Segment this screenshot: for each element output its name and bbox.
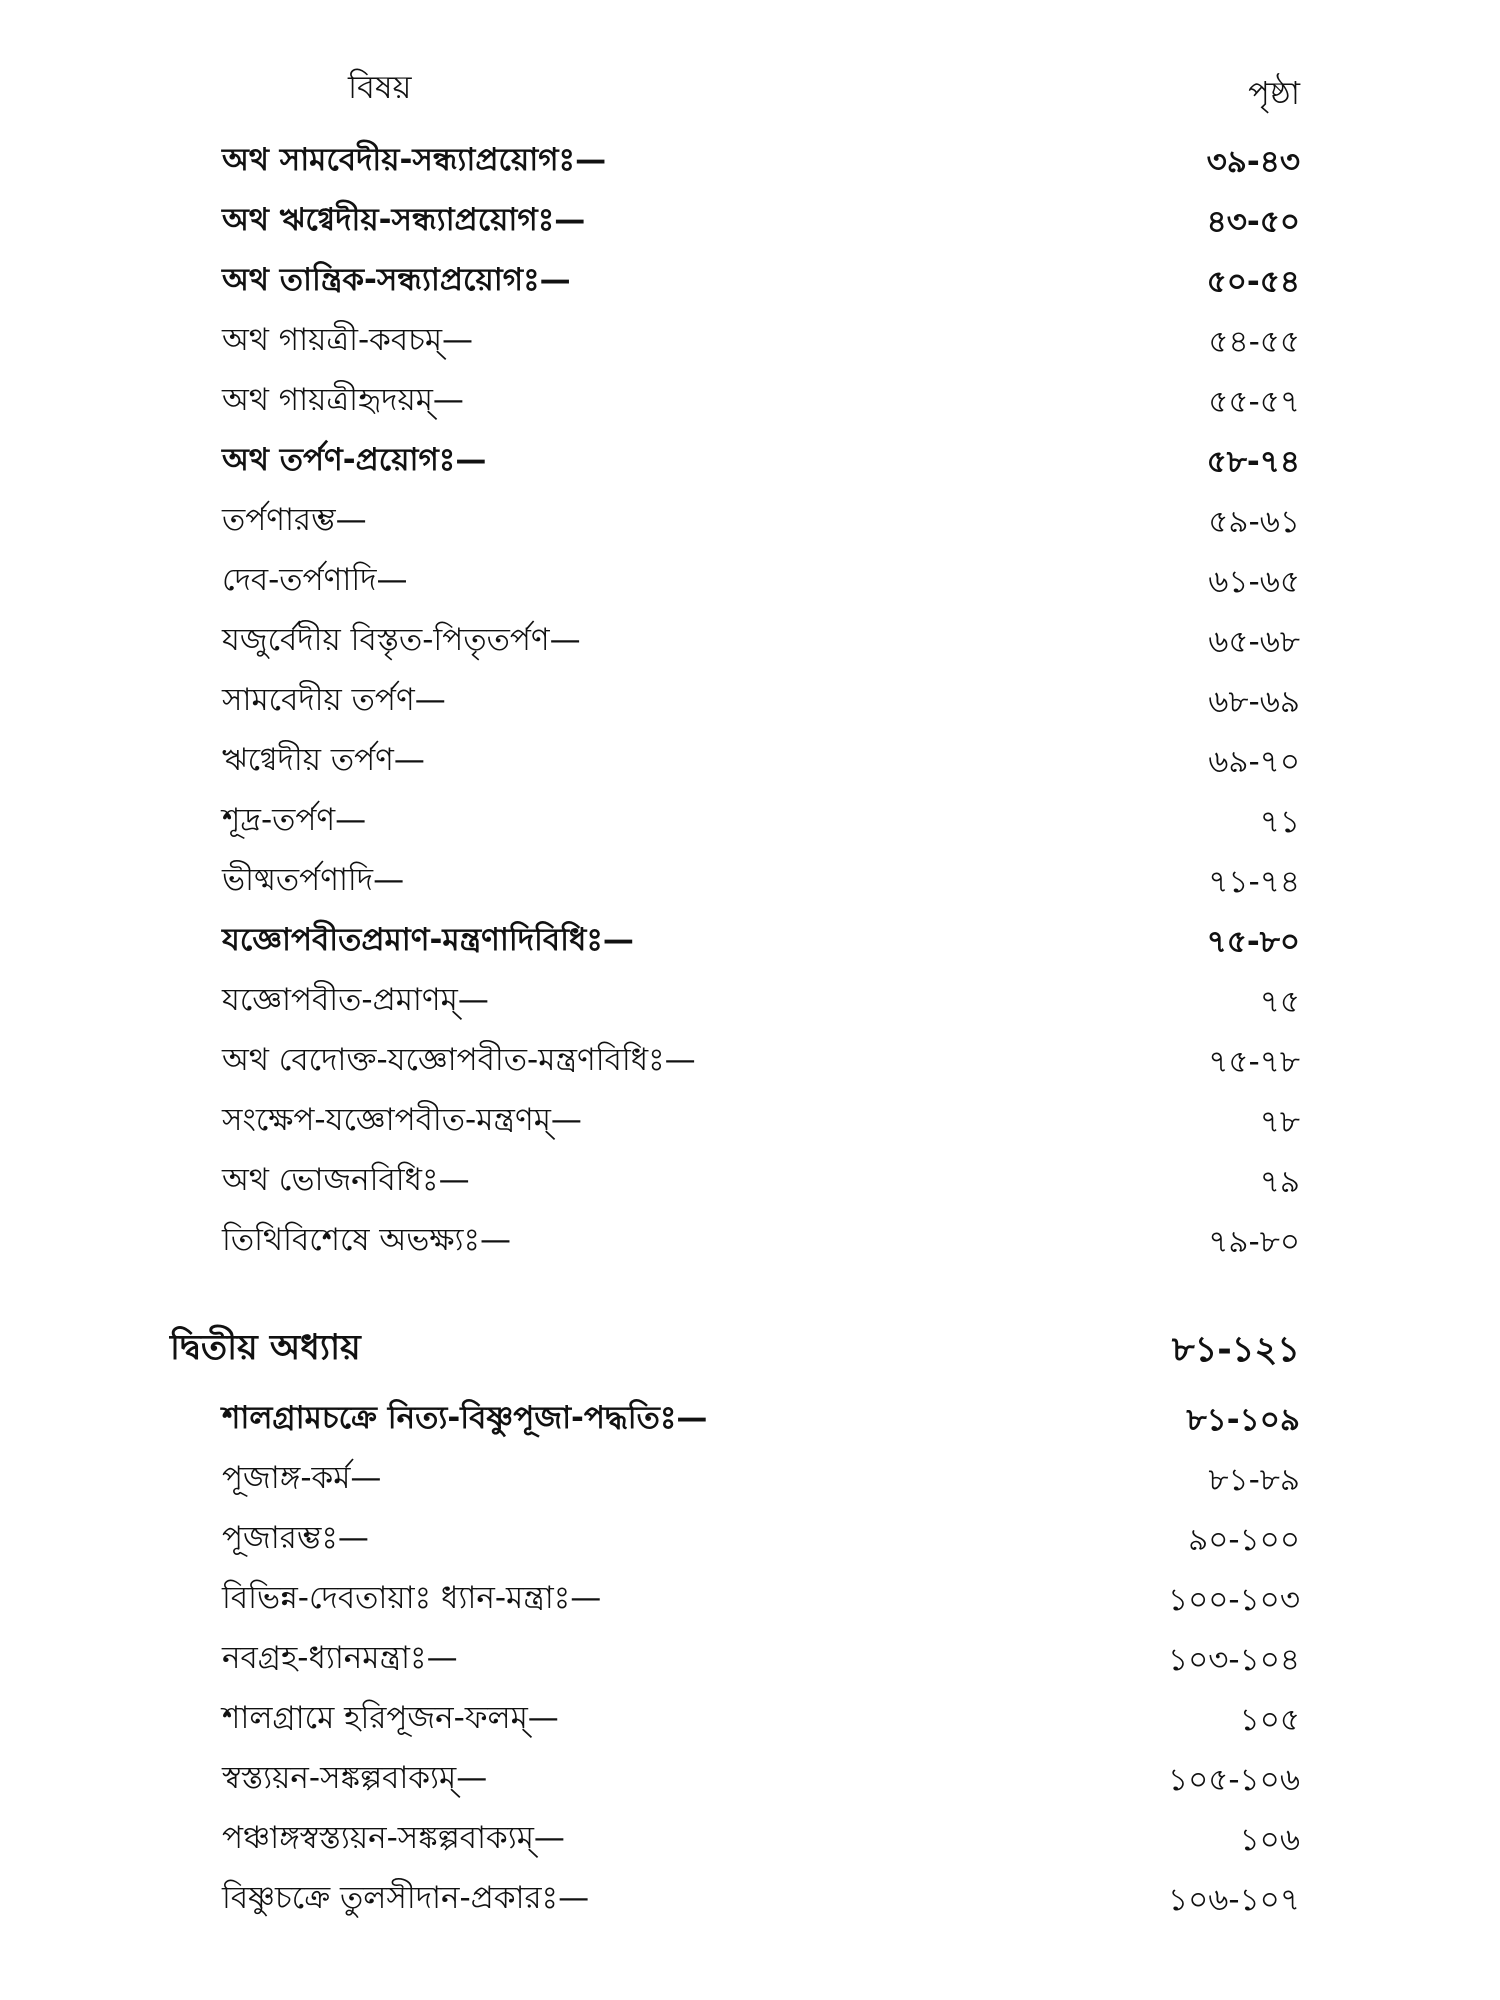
toc-entry-title: শালগ্রামচক্রে নিত্য-বিষ্ণুপূজা-পদ্ধতিঃ— bbox=[222, 1400, 708, 1436]
toc-entry-title: পূজাঙ্গ-কর্ম— bbox=[222, 1460, 382, 1496]
toc-entry-pages: ৮১-৮৯ bbox=[1208, 1462, 1300, 1498]
toc-row bbox=[0, 668, 1500, 728]
toc-entry-title: শালগ্রামে হরিপূজন-ফলম্— bbox=[222, 1700, 559, 1736]
toc-entry-pages: ৫৪-৫৫ bbox=[1208, 324, 1300, 360]
toc-entry-title: বিভিন্ন-দেবতায়াঃ ধ্যান-মন্ত্রাঃ— bbox=[222, 1580, 602, 1616]
toc-entry-title: যজুর্বেদীয় বিস্তৃত-পিতৃতর্পণ— bbox=[222, 622, 581, 658]
toc-header bbox=[0, 62, 1500, 112]
toc-row bbox=[0, 308, 1500, 368]
toc-entry-title: বিষ্ণুচক্রে তুলসীদান-প্রকারঃ— bbox=[222, 1880, 590, 1916]
toc-entry-title: ঋগ্বেদীয় তর্পণ— bbox=[222, 742, 425, 778]
toc-entry-pages: ৮১-১০৯ bbox=[1186, 1402, 1300, 1438]
toc-row bbox=[0, 188, 1500, 248]
toc-entry-title: শূদ্র-তর্পণ— bbox=[222, 802, 367, 838]
toc-entry-pages: ৭৫ bbox=[1259, 984, 1300, 1020]
toc-row bbox=[0, 1506, 1500, 1566]
toc-entry-title: স্বস্ত্যয়ন-সঙ্কল্পবাক্যম্— bbox=[222, 1760, 488, 1796]
toc-row bbox=[0, 128, 1500, 188]
toc-entry-pages: ৫০-৫৪ bbox=[1206, 264, 1300, 300]
toc-row bbox=[0, 848, 1500, 908]
toc-entry-pages: ৫৮-৭৪ bbox=[1206, 444, 1300, 480]
toc-entry-title: সামবেদীয় তর্পণ— bbox=[222, 682, 446, 718]
toc-row bbox=[0, 728, 1500, 788]
toc-entry-pages: ৭৫-৮০ bbox=[1206, 924, 1300, 960]
toc-entry-pages: ৬১-৬৫ bbox=[1208, 564, 1300, 600]
toc-row bbox=[0, 1686, 1500, 1746]
chapter-heading-row bbox=[0, 1316, 1500, 1386]
toc-row bbox=[0, 1446, 1500, 1506]
toc-row bbox=[0, 1208, 1500, 1268]
toc-entry-pages: ১০৩-১০৪ bbox=[1167, 1642, 1300, 1678]
toc-row bbox=[0, 368, 1500, 428]
toc-row bbox=[0, 428, 1500, 488]
toc-row bbox=[0, 548, 1500, 608]
toc-entry-pages: ৪৩-৫০ bbox=[1206, 204, 1300, 240]
toc-entry-title: অথ ভোজনবিধিঃ— bbox=[222, 1162, 470, 1198]
toc-entry-pages: ৭১ bbox=[1259, 804, 1300, 840]
subject-column-heading: বিষয় bbox=[348, 68, 412, 106]
toc-entry-title: অথ গায়ত্রী-কবচম্— bbox=[222, 322, 474, 358]
toc-entry-pages: ৩৯-৪৩ bbox=[1206, 144, 1300, 180]
toc-entry-title: পঞ্চাঙ্গস্বস্ত্যয়ন-সঙ্কল্পবাক্যম্— bbox=[222, 1820, 565, 1856]
toc-row bbox=[0, 1626, 1500, 1686]
toc-entry-pages: ১০৬-১০৭ bbox=[1167, 1882, 1300, 1918]
toc-row bbox=[0, 908, 1500, 968]
toc-entry-pages: ১০৫ bbox=[1239, 1702, 1300, 1738]
toc-entry-title: যজ্ঞোপবীত-প্রমাণম্— bbox=[222, 982, 489, 1018]
toc-entry-pages: ৭৯-৮০ bbox=[1208, 1224, 1300, 1260]
toc-entry-title: দেব-তর্পণাদি— bbox=[222, 562, 408, 598]
toc-entry-pages: ৫৯-৬১ bbox=[1208, 504, 1300, 540]
toc-entry-pages: ৬৯-৭০ bbox=[1208, 744, 1300, 780]
toc-entry-pages: ৬৫-৬৮ bbox=[1208, 624, 1300, 660]
toc-row bbox=[0, 248, 1500, 308]
toc-entry-pages: ৯০-১০০ bbox=[1188, 1522, 1300, 1558]
toc-row bbox=[0, 1806, 1500, 1866]
toc-row bbox=[0, 968, 1500, 1028]
toc-entry-pages: ৭৫-৭৮ bbox=[1208, 1044, 1300, 1080]
toc-row bbox=[0, 1028, 1500, 1088]
toc-list bbox=[0, 128, 1500, 1926]
toc-entry-pages: ৭৮ bbox=[1259, 1104, 1300, 1140]
toc-row bbox=[0, 1566, 1500, 1626]
toc-row bbox=[0, 1866, 1500, 1926]
toc-row bbox=[0, 1088, 1500, 1148]
toc-section-1 bbox=[0, 128, 1500, 1268]
toc-row bbox=[0, 788, 1500, 848]
toc-entry-pages: ৭৯ bbox=[1259, 1164, 1300, 1200]
toc-entry-pages: ৬৮-৬৯ bbox=[1208, 684, 1300, 720]
toc-entry-title: অথ সামবেদীয়-সন্ধ্যাপ্রয়োগঃ— bbox=[222, 142, 607, 178]
toc-entry-title: তিথিবিশেষে অভক্ষ্যঃ— bbox=[222, 1222, 511, 1258]
chapter-pages: ৮১-১২১ bbox=[1171, 1330, 1300, 1370]
toc-row bbox=[0, 1386, 1500, 1446]
toc-entry-title: তর্পণারম্ভ— bbox=[222, 502, 367, 538]
toc-section-2 bbox=[0, 1386, 1500, 1926]
page-column-heading: পৃষ্ঠা bbox=[1248, 74, 1300, 112]
toc-entry-title: ভীষ্মতর্পণাদি— bbox=[222, 862, 405, 898]
toc-entry-title: নবগ্রহ-ধ্যানমন্ত্রাঃ— bbox=[222, 1640, 458, 1676]
toc-entry-title: অথ তান্ত্রিক-সন্ধ্যাপ্রয়োগঃ— bbox=[222, 262, 571, 298]
toc-entry-pages: ১০৬ bbox=[1239, 1822, 1300, 1858]
toc-entry-title: সংক্ষেপ-যজ্ঞোপবীত-মন্ত্রণম্— bbox=[222, 1102, 582, 1138]
toc-entry-pages: ১০০-১০৩ bbox=[1167, 1582, 1300, 1618]
toc-row bbox=[0, 488, 1500, 548]
toc-entry-pages: ৭১-৭৪ bbox=[1208, 864, 1300, 900]
toc-entry-title: অথ বেদোক্ত-যজ্ঞোপবীত-মন্ত্রণবিধিঃ— bbox=[222, 1042, 696, 1078]
toc-entry-title: যজ্ঞোপবীতপ্রমাণ-মন্ত্রণাদিবিধিঃ— bbox=[222, 922, 634, 958]
toc-entry-title: অথ গায়ত্রীহৃদয়ম্— bbox=[222, 382, 464, 418]
toc-entry-title: পূজারম্ভঃ— bbox=[222, 1520, 369, 1556]
toc-entry-pages: ১০৫-১০৬ bbox=[1167, 1762, 1300, 1798]
toc-entry-title: অথ ঋগ্বেদীয়-সন্ধ্যাপ্রয়োগঃ— bbox=[222, 202, 586, 238]
toc-entry-title: অথ তর্পণ-প্রয়োগঃ— bbox=[222, 442, 487, 478]
toc-row bbox=[0, 608, 1500, 668]
toc-row bbox=[0, 1746, 1500, 1806]
toc-row bbox=[0, 1148, 1500, 1208]
chapter-title: দ্বিতীয় অধ্যায় bbox=[170, 1328, 361, 1368]
toc-entry-pages: ৫৫-৫৭ bbox=[1208, 384, 1300, 420]
